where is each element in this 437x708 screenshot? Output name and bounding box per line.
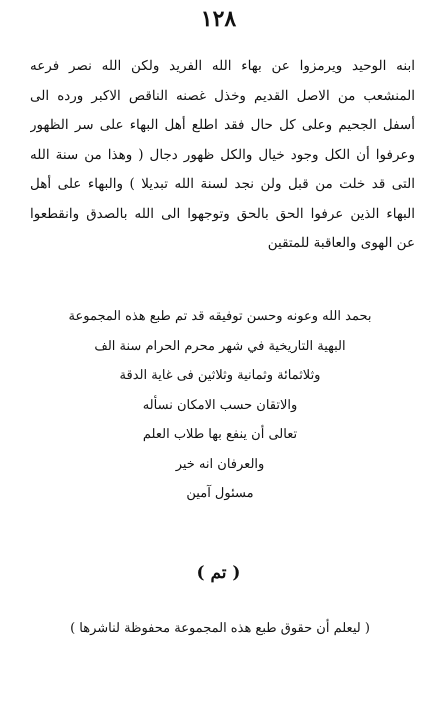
page-number: ١٢٨: [200, 6, 237, 32]
body-line: البهاء الذين عرفوا الحق بالحق وتوجهوا الى الله بالصدق وانقطعوا: [30, 205, 415, 222]
body-line: عن الهوى والعاقبة للمتقين: [267, 235, 415, 251]
body-line: وعرفوا أن الكل وجود خيال والكل ظهور دجال ( وهذا من سنة الله: [30, 146, 415, 163]
body-line: المنشعب من الاصل القديم وخذل غصنه الناقص الاكبر ورده الى: [30, 87, 415, 104]
body-text: [30, 52, 415, 259]
colophon-line: والاتقان حسب الامكان نسأله: [142, 397, 298, 413]
colophon-line: مسئول آمين: [186, 486, 254, 501]
body-line: التى قد خلت من قبل ولن نجد لسنة الله تبديلا ) والبهاء على أهل: [30, 176, 415, 192]
colophon: [60, 302, 380, 509]
end-mark: ( تم ): [196, 563, 241, 583]
colophon-line: بحمد الله وعونه وحسن توفيقه قد تم طبع هذه المجموعة: [68, 309, 372, 324]
rights-note: ( ليعلم أن حقوق طبع هذه المجموعة محفوظة لناشرها ): [70, 621, 370, 636]
colophon-line: البهية التاريخية في شهر محرم الحرام سنة الف: [94, 338, 346, 354]
body-line: ابنه الوحيد ويرمزوا عن بهاء الله الفريد ولكن الله نصر فرعه: [30, 58, 415, 74]
colophon-line: وثلاثمائة وثمانية وثلاثين فى غاية الدقة: [119, 368, 321, 383]
colophon-line: والعرفان انه خير: [175, 456, 265, 472]
body-line: أسفل الجحيم وعلى كل حال فقد اطلع أهل البهاء على سر الظهور: [30, 117, 415, 133]
colophon-line: تعالى أن ينفع بها طلاب العلم: [142, 427, 298, 442]
